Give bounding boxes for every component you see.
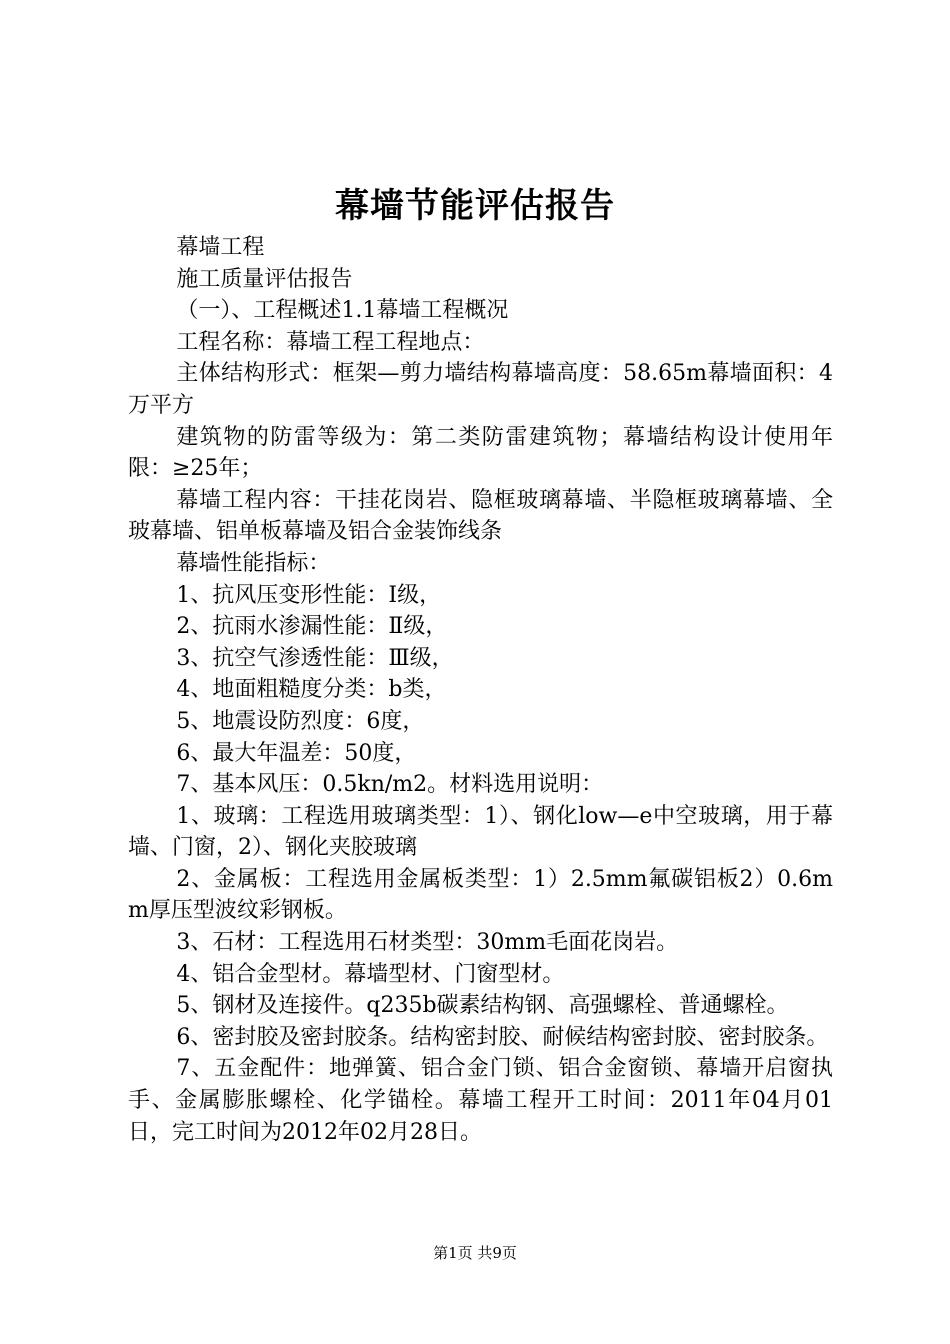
paragraph: 1、抗风压变形性能：Ⅰ级， — [176, 582, 442, 608]
paragraph: 主体结构形式：框架—剪力墙结构幕墙高度：58.65m幕墙面积：4万平方 — [128, 361, 833, 418]
paragraph: 7、五金配件：地弹簧、铝合金门锁、铝合金窗锁、幕墙开启窗执手、金属膨胀螺栓、化学锚栓。幕墙工程开工时间：2011年04月01日，完工时间为2012年02月28日。 — [128, 1056, 833, 1145]
paragraph: 6、最大年温差：50度， — [176, 740, 417, 766]
document-title: 幕墙节能评估报告 — [335, 186, 615, 226]
paragraph: 1、玻璃：工程选用玻璃类型：1）、钢化low—e中空玻璃，用于幕墙、门窗，2）、钢化夹胶玻璃 — [128, 803, 833, 861]
paragraph: 3、石材：工程选用石材类型：30mm毛面花岗岩。 — [176, 930, 679, 956]
paragraph: 5、钢材及连接件。q235b碳素结构钢、高强螺栓、普通螺栓。 — [176, 993, 789, 1019]
paragraph: 2、金属板：工程选用金属板类型：1）2.5mm氟碳铝板2）0.6mm厚压型波纹彩钢板。 — [128, 866, 833, 924]
paragraph: 施工质量评估报告 — [176, 266, 353, 292]
paragraph: 4、铝合金型材。幕墙型材、门窗型材。 — [176, 961, 565, 987]
paragraph: 5、地震设防烈度：6度， — [176, 708, 425, 734]
paragraph: 幕墙工程 — [176, 235, 265, 260]
paragraph: 工程名称：幕墙工程工程地点： — [176, 329, 485, 355]
document-body — [128, 232, 833, 1148]
paragraph: 6、密封胶及密封胶条。结构密封胶、耐候结构密封胶、密封胶条。 — [176, 1024, 829, 1050]
paragraph: 7、基本风压：0.5kn/m2。材料选用说明： — [176, 772, 604, 798]
page-number-footer: 第1页 共9页 — [433, 1244, 517, 1262]
paragraph: 2、抗雨水渗漏性能：Ⅱ级， — [176, 614, 448, 640]
paragraph: 3、抗空气渗透性能：Ⅲ级， — [176, 645, 454, 671]
paragraph: 幕墙性能指标： — [176, 550, 331, 576]
paragraph: 建筑物的防雷等级为：第二类防雷建筑物；幕墙结构设计使用年限：≥25年； — [128, 424, 833, 482]
paragraph: 4、地面粗糙度分类：b类， — [176, 677, 447, 703]
paragraph: （一）、工程概述1.1幕墙工程概况 — [176, 298, 509, 324]
paragraph: 幕墙工程内容：干挂花岗岩、隐框玻璃幕墙、半隐框玻璃幕墙、全玻幕墙、铝单板幕墙及铝合金装饰线条 — [128, 487, 833, 545]
